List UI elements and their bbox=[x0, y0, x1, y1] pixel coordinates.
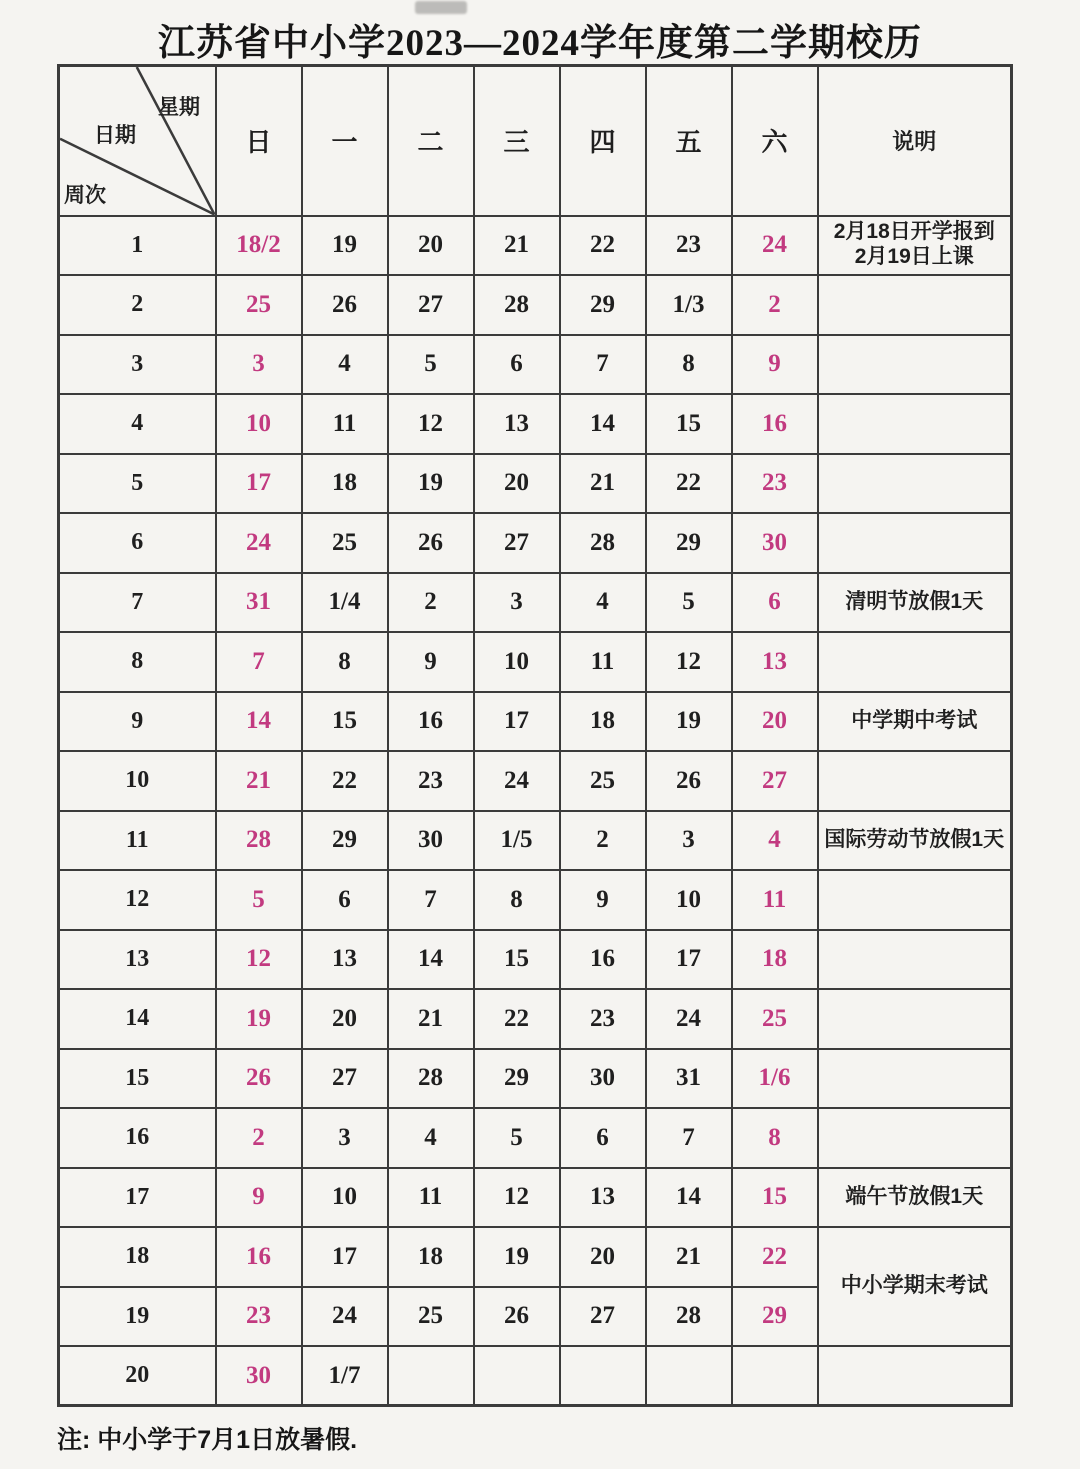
date-cell: 20 bbox=[302, 989, 388, 1049]
remark-line: 中学期中考试 bbox=[851, 708, 978, 732]
date-cell: 6 bbox=[474, 335, 560, 395]
remark-cell bbox=[818, 811, 1012, 871]
corner-cell bbox=[59, 66, 216, 216]
remark-cell bbox=[818, 573, 1012, 633]
week-row bbox=[59, 870, 1012, 930]
week-number-cell: 12 bbox=[59, 870, 216, 930]
week-row bbox=[59, 989, 1012, 1049]
day-header-wed: 三 bbox=[474, 66, 560, 216]
week-row bbox=[59, 930, 1012, 990]
week-row bbox=[59, 751, 1012, 811]
date-cell: 7 bbox=[216, 632, 302, 692]
day-header-fri: 五 bbox=[646, 66, 732, 216]
date-cell: 28 bbox=[388, 1049, 474, 1109]
week-row bbox=[59, 811, 1012, 871]
date-cell: 13 bbox=[474, 394, 560, 454]
remark-cell bbox=[818, 870, 1012, 930]
date-cell: 15 bbox=[732, 1168, 818, 1228]
date-cell bbox=[388, 1346, 474, 1406]
date-cell: 11 bbox=[560, 632, 646, 692]
day-header-mon: 一 bbox=[302, 66, 388, 216]
week-number-cell: 14 bbox=[59, 989, 216, 1049]
date-cell: 14 bbox=[388, 930, 474, 990]
date-cell: 11 bbox=[302, 394, 388, 454]
date-cell: 21 bbox=[646, 1227, 732, 1287]
week-number-cell: 2 bbox=[59, 275, 216, 335]
date-cell: 10 bbox=[646, 870, 732, 930]
date-cell: 25 bbox=[732, 989, 818, 1049]
week-number-cell: 16 bbox=[59, 1108, 216, 1168]
week-row bbox=[59, 632, 1012, 692]
week-number-cell: 9 bbox=[59, 692, 216, 752]
week-row bbox=[59, 1168, 1012, 1228]
remark-line: 中小学期末考试 bbox=[840, 1274, 988, 1298]
date-cell: 1/5 bbox=[474, 811, 560, 871]
date-cell: 24 bbox=[474, 751, 560, 811]
week-row bbox=[59, 513, 1012, 573]
date-cell: 19 bbox=[388, 454, 474, 514]
date-cell: 12 bbox=[474, 1168, 560, 1228]
date-cell: 30 bbox=[560, 1049, 646, 1109]
date-cell: 4 bbox=[302, 335, 388, 395]
remark-line: 2月18日开学报到 bbox=[833, 220, 995, 244]
corner-date-label: 日期 bbox=[94, 124, 136, 147]
date-cell: 13 bbox=[302, 930, 388, 990]
remark-cell bbox=[818, 216, 1012, 276]
remark-cell bbox=[818, 394, 1012, 454]
date-cell: 21 bbox=[216, 751, 302, 811]
date-cell: 23 bbox=[216, 1287, 302, 1347]
date-cell: 31 bbox=[216, 573, 302, 633]
date-cell: 5 bbox=[474, 1108, 560, 1168]
date-cell: 23 bbox=[732, 454, 818, 514]
corner-weeknum-label: 周次 bbox=[64, 184, 106, 207]
date-cell: 25 bbox=[302, 513, 388, 573]
day-header-thu: 四 bbox=[560, 66, 646, 216]
date-cell: 2 bbox=[732, 275, 818, 335]
date-cell: 17 bbox=[646, 930, 732, 990]
remark-cell bbox=[818, 1227, 1012, 1346]
date-cell: 3 bbox=[302, 1108, 388, 1168]
date-cell: 14 bbox=[216, 692, 302, 752]
date-cell: 23 bbox=[560, 989, 646, 1049]
date-cell: 22 bbox=[732, 1227, 818, 1287]
date-cell: 29 bbox=[646, 513, 732, 573]
date-cell: 22 bbox=[302, 751, 388, 811]
date-cell bbox=[732, 1346, 818, 1406]
week-number-cell: 10 bbox=[59, 751, 216, 811]
remark-cell bbox=[818, 692, 1012, 752]
week-row bbox=[59, 1049, 1012, 1109]
date-cell: 30 bbox=[732, 513, 818, 573]
date-cell: 28 bbox=[646, 1287, 732, 1347]
date-cell: 21 bbox=[474, 216, 560, 276]
date-cell: 17 bbox=[302, 1227, 388, 1287]
date-cell: 19 bbox=[474, 1227, 560, 1287]
date-cell: 8 bbox=[474, 870, 560, 930]
remark-cell bbox=[818, 275, 1012, 335]
date-cell: 8 bbox=[732, 1108, 818, 1168]
date-cell: 28 bbox=[560, 513, 646, 573]
remark-cell bbox=[818, 454, 1012, 514]
date-cell: 10 bbox=[302, 1168, 388, 1228]
date-cell: 27 bbox=[560, 1287, 646, 1347]
date-cell: 18 bbox=[302, 454, 388, 514]
week-number-cell: 17 bbox=[59, 1168, 216, 1228]
date-cell: 4 bbox=[560, 573, 646, 633]
week-row bbox=[59, 275, 1012, 335]
date-cell: 12 bbox=[216, 930, 302, 990]
remark-cell bbox=[818, 751, 1012, 811]
date-cell: 27 bbox=[732, 751, 818, 811]
week-row bbox=[59, 454, 1012, 514]
date-cell bbox=[646, 1346, 732, 1406]
week-number-cell: 4 bbox=[59, 394, 216, 454]
date-cell: 24 bbox=[216, 513, 302, 573]
date-cell: 27 bbox=[474, 513, 560, 573]
week-row bbox=[59, 1227, 1012, 1287]
date-cell: 17 bbox=[474, 692, 560, 752]
date-cell: 19 bbox=[302, 216, 388, 276]
date-cell: 11 bbox=[732, 870, 818, 930]
page-title: 江苏省中小学2023—2024学年度第二学期校历 bbox=[158, 23, 922, 64]
date-cell: 9 bbox=[388, 632, 474, 692]
week-number-cell: 20 bbox=[59, 1346, 216, 1406]
date-cell: 13 bbox=[732, 632, 818, 692]
date-cell: 29 bbox=[474, 1049, 560, 1109]
date-cell: 2 bbox=[388, 573, 474, 633]
date-cell: 6 bbox=[732, 573, 818, 633]
date-cell: 23 bbox=[646, 216, 732, 276]
date-cell: 4 bbox=[388, 1108, 474, 1168]
date-cell: 29 bbox=[732, 1287, 818, 1347]
date-cell: 14 bbox=[646, 1168, 732, 1228]
remark-cell bbox=[818, 513, 1012, 573]
date-cell: 16 bbox=[732, 394, 818, 454]
week-number-cell: 1 bbox=[59, 216, 216, 276]
week-row bbox=[59, 394, 1012, 454]
date-cell: 18 bbox=[732, 930, 818, 990]
date-cell: 22 bbox=[560, 216, 646, 276]
date-cell: 22 bbox=[646, 454, 732, 514]
date-cell: 26 bbox=[216, 1049, 302, 1109]
date-cell: 1/6 bbox=[732, 1049, 818, 1109]
date-cell: 6 bbox=[302, 870, 388, 930]
corner-week-label: 星期 bbox=[158, 96, 200, 119]
date-cell: 7 bbox=[388, 870, 474, 930]
date-cell: 23 bbox=[388, 751, 474, 811]
date-cell bbox=[474, 1346, 560, 1406]
week-number-cell: 6 bbox=[59, 513, 216, 573]
date-cell: 15 bbox=[474, 930, 560, 990]
date-cell: 26 bbox=[388, 513, 474, 573]
date-cell: 9 bbox=[560, 870, 646, 930]
date-cell: 26 bbox=[646, 751, 732, 811]
day-header-sat: 六 bbox=[732, 66, 818, 216]
date-cell: 27 bbox=[388, 275, 474, 335]
week-row bbox=[59, 573, 1012, 633]
date-cell: 1/4 bbox=[302, 573, 388, 633]
date-cell: 17 bbox=[216, 454, 302, 514]
date-cell: 14 bbox=[560, 394, 646, 454]
date-cell: 29 bbox=[302, 811, 388, 871]
date-cell: 19 bbox=[646, 692, 732, 752]
remark-line: 端午节放假1天 bbox=[845, 1184, 984, 1208]
date-cell: 10 bbox=[216, 394, 302, 454]
date-cell: 26 bbox=[474, 1287, 560, 1347]
date-cell: 24 bbox=[732, 216, 818, 276]
date-cell: 5 bbox=[646, 573, 732, 633]
week-number-cell: 19 bbox=[59, 1287, 216, 1347]
date-cell: 1/7 bbox=[302, 1346, 388, 1406]
date-cell: 21 bbox=[388, 989, 474, 1049]
remark-line: 国际劳动节放假1天 bbox=[824, 827, 1005, 851]
date-cell: 24 bbox=[302, 1287, 388, 1347]
day-header-tue: 二 bbox=[388, 66, 474, 216]
date-cell: 29 bbox=[560, 275, 646, 335]
day-header-sun: 日 bbox=[216, 66, 302, 216]
date-cell: 5 bbox=[388, 335, 474, 395]
remark-cell bbox=[818, 1168, 1012, 1228]
date-cell: 1/3 bbox=[646, 275, 732, 335]
week-number-cell: 3 bbox=[59, 335, 216, 395]
date-cell: 24 bbox=[646, 989, 732, 1049]
week-number-cell: 13 bbox=[59, 930, 216, 990]
remark-cell bbox=[818, 632, 1012, 692]
date-cell: 13 bbox=[560, 1168, 646, 1228]
date-cell: 28 bbox=[216, 811, 302, 871]
date-cell: 11 bbox=[388, 1168, 474, 1228]
date-cell: 15 bbox=[646, 394, 732, 454]
date-cell: 18 bbox=[560, 692, 646, 752]
date-cell: 30 bbox=[216, 1346, 302, 1406]
date-cell: 26 bbox=[302, 275, 388, 335]
date-cell: 31 bbox=[646, 1049, 732, 1109]
date-cell: 25 bbox=[388, 1287, 474, 1347]
date-cell: 27 bbox=[302, 1049, 388, 1109]
week-number-cell: 5 bbox=[59, 454, 216, 514]
week-row bbox=[59, 1346, 1012, 1406]
week-row bbox=[59, 692, 1012, 752]
date-cell: 16 bbox=[560, 930, 646, 990]
week-number-cell: 11 bbox=[59, 811, 216, 871]
date-cell: 18 bbox=[388, 1227, 474, 1287]
date-cell: 20 bbox=[388, 216, 474, 276]
date-cell: 15 bbox=[302, 692, 388, 752]
week-number-cell: 18 bbox=[59, 1227, 216, 1287]
date-cell: 12 bbox=[388, 394, 474, 454]
week-number-cell: 8 bbox=[59, 632, 216, 692]
date-cell: 28 bbox=[474, 275, 560, 335]
date-cell: 3 bbox=[474, 573, 560, 633]
remark-cell bbox=[818, 1049, 1012, 1109]
date-cell: 4 bbox=[732, 811, 818, 871]
remark-line: 清明节放假1天 bbox=[845, 589, 984, 613]
remark-cell bbox=[818, 335, 1012, 395]
date-cell: 21 bbox=[560, 454, 646, 514]
date-cell: 9 bbox=[216, 1168, 302, 1228]
date-cell: 20 bbox=[560, 1227, 646, 1287]
date-cell: 3 bbox=[646, 811, 732, 871]
date-cell: 20 bbox=[732, 692, 818, 752]
date-cell: 30 bbox=[388, 811, 474, 871]
date-cell: 10 bbox=[474, 632, 560, 692]
remark-cell bbox=[818, 930, 1012, 990]
remark-cell bbox=[818, 989, 1012, 1049]
date-cell: 25 bbox=[560, 751, 646, 811]
date-cell: 7 bbox=[646, 1108, 732, 1168]
date-cell: 22 bbox=[474, 989, 560, 1049]
header-row bbox=[59, 66, 1012, 216]
remark-line: 2月19日上课 bbox=[854, 245, 974, 269]
date-cell: 9 bbox=[732, 335, 818, 395]
date-cell: 3 bbox=[216, 335, 302, 395]
calendar-table bbox=[57, 64, 1013, 1407]
week-row bbox=[59, 216, 1012, 276]
remark-cell bbox=[818, 1346, 1012, 1406]
date-cell: 16 bbox=[388, 692, 474, 752]
date-cell: 8 bbox=[302, 632, 388, 692]
date-cell: 25 bbox=[216, 275, 302, 335]
date-cell: 6 bbox=[560, 1108, 646, 1168]
footnote: 注: 中小学于7月1日放暑假. bbox=[57, 1426, 358, 1454]
remark-cell bbox=[818, 1108, 1012, 1168]
date-cell: 8 bbox=[646, 335, 732, 395]
date-cell: 2 bbox=[216, 1108, 302, 1168]
date-cell: 2 bbox=[560, 811, 646, 871]
remark-header: 说明 bbox=[818, 66, 1012, 216]
date-cell: 20 bbox=[474, 454, 560, 514]
week-row bbox=[59, 335, 1012, 395]
date-cell: 16 bbox=[216, 1227, 302, 1287]
week-row bbox=[59, 1108, 1012, 1168]
week-number-cell: 7 bbox=[59, 573, 216, 633]
date-cell: 19 bbox=[216, 989, 302, 1049]
date-cell: 5 bbox=[216, 870, 302, 930]
date-cell bbox=[560, 1346, 646, 1406]
date-cell: 18/2 bbox=[216, 216, 302, 276]
date-cell: 12 bbox=[646, 632, 732, 692]
week-number-cell: 15 bbox=[59, 1049, 216, 1109]
date-cell: 7 bbox=[560, 335, 646, 395]
